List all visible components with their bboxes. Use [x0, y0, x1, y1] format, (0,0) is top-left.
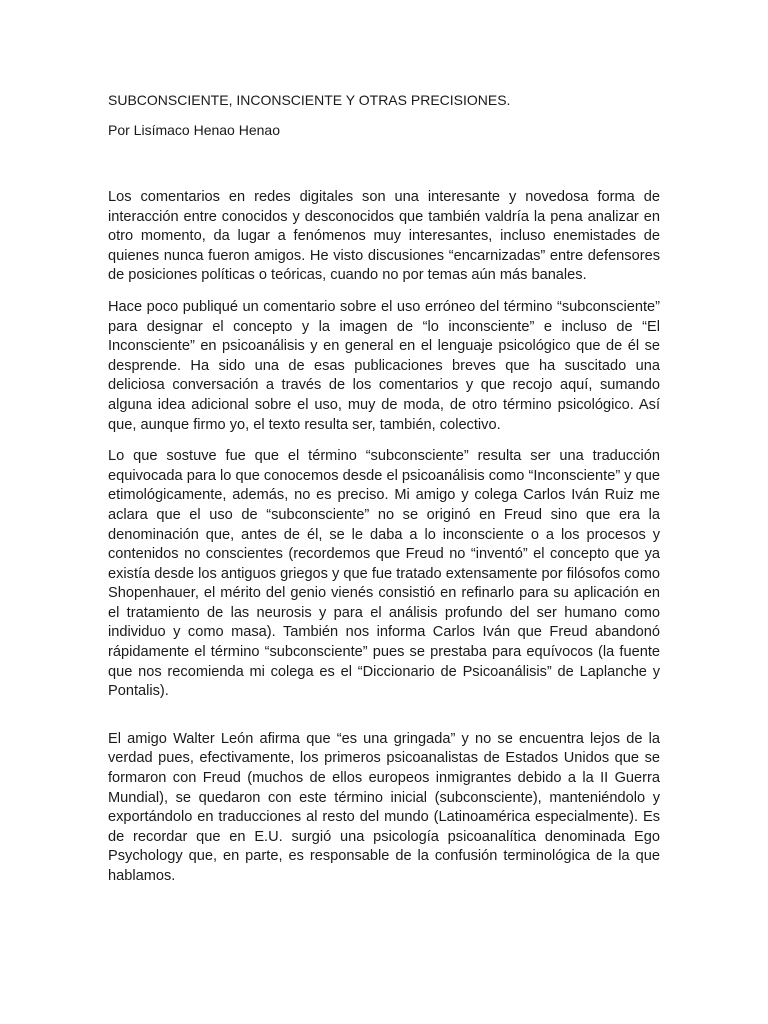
document-page	[108, 90, 660, 899]
paragraph-1: Los comentarios en redes digitales son una interesante y novedosa forma de interacción entre conocidos y desconocidos que también valdría la pena analizar en otro momento, da lugar a fenómenos muy interesantes, incluso enemistades de quienes nunca fueron amigos. He visto discusiones “encarnizadas” entre defensores de posiciones políticas o teóricas, cuando no por temas aún más banales.	[108, 189, 660, 284]
paragraph-3: Lo que sostuve fue que el término “subconsciente” resulta ser una traducción equivocada para lo que conocemos desde el psicoanálisis como “Inconsciente” y que etimológicamente, además, no es preciso. Mi amigo y colega Carlos Iván Ruiz me aclara que el uso de “subconsciente” no se originó en Freud sino que era la denominación que, antes de él, se le daba a lo inconsciente o a los procesos y contenidos no conscientes (recordemos que Freud no “inventó” el concepto que ya existía desde los antiguos griegos y que fue tratado extensamente por filósofos como Shopenhauer, el mérito del genio vienés consistió en refinarlo para su aplicación en el tratamiento de las neurosis y para el análisis profundo del ser humano como individuo y como masa). También nos informa Carlos Iván que Freud abandonó rápidamente el término “subconsciente” pues se prestaba para equívocos (la fuente que nos recomienda mi colega es el “Diccionario de Psicoanálisis” de Laplanche y Pontalis).	[108, 448, 660, 700]
paragraph-2: Hace poco publiqué un comentario sobre el uso erróneo del término “subconsciente” para designar el concepto y la imagen de “lo inconsciente” e incluso de “El Inconsciente” en psicoanálisis y en general en el lenguaje psicológico que de él se desprende. Ha sido una de esas publicaciones breves que ha suscitado una deliciosa conversación a través de los comentarios y que recojo aquí, sumando alguna idea adicional sobre el uso, muy de moda, de otro término psicológico. Así que, aunque firmo yo, el texto resulta ser, también, colectivo.	[108, 298, 660, 433]
author-byline: Por Lisímaco Henao Henao	[108, 122, 280, 138]
paragraph-4: El amigo Walter León afirma que “es una gringada” y no se encuentra lejos de la verdad pues, efectivamente, los primeros psicoanalistas de Estados Unidos que se formaron con Freud (muchos de ellos europeos inmigrantes debido a la II Guerra Mundial), se quedaron con este término inicial (subconsciente), manteniéndolo y exportándolo en traducciones al resto del mundo (Latinoamérica especialmente). Es de recordar que en E.U. surgió una psicología psicoanalítica denominada Ego Psychology que, en parte, es responsable de la confusión terminológica de la que hablamos.	[108, 730, 660, 884]
document-title: SUBCONSCIENTE, INCONSCIENTE Y OTRAS PRECISIONES.	[108, 92, 511, 108]
